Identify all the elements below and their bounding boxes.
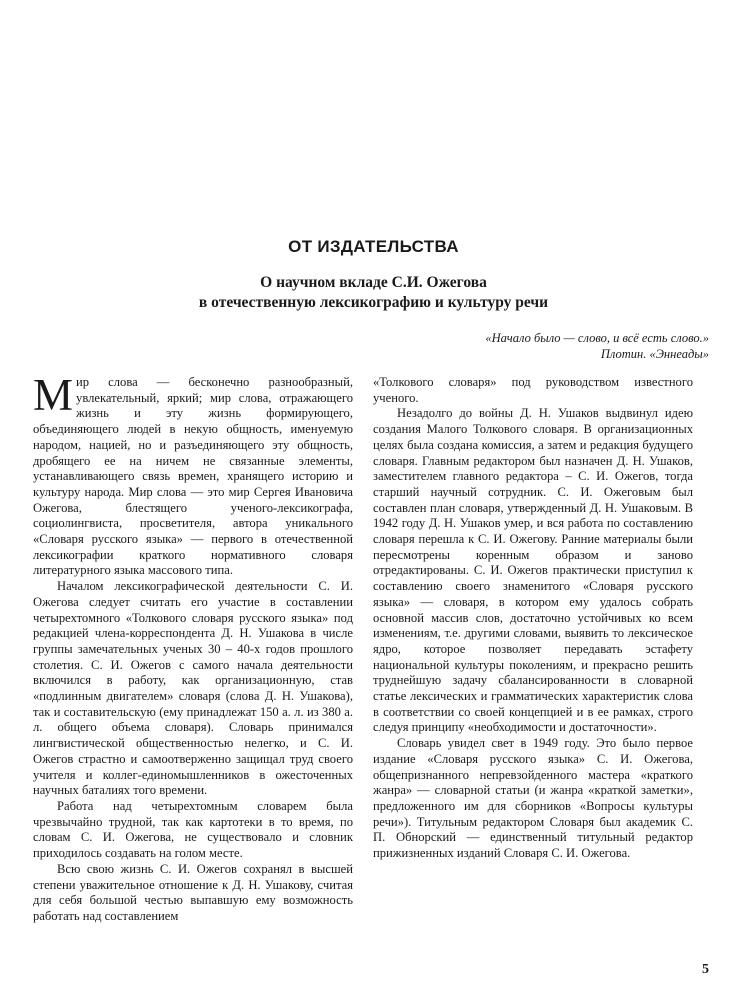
article-title xyxy=(0,273,747,313)
article-title-line-2: в отечественную лексикографию и культуру речи xyxy=(198,294,549,311)
paragraph: «Толкового словаря» под руководством известного ученого. xyxy=(373,375,693,405)
left-column xyxy=(33,370,353,925)
paragraph: Словарь увидел свет в 1949 году. Это было первое издание «Словаря русского языка» С. И. Ожегова, общепризнанного непревзойденного мастера «краткого жанра» — словарной статьи (и жанра «краткой заметки», предложенного им для сборников «Вопросы культуры речи»). Титульным редактором Словаря был академик С. П. Обнорский — единственный титульный редактор прижизненных изданий Словаря С. И. Ожегова. xyxy=(373,736,693,861)
epigraph-quote: «Начало было — слово, и всё есть слово.» xyxy=(485,331,709,345)
right-column xyxy=(373,375,693,862)
paragraph: Работа над четырехтомным словарем была чрезвычайно трудной, так как картотеки в то время, по словам С. И. Ожегова, не существовало и словник приходилось создавать на голом месте. xyxy=(33,798,353,861)
epigraph xyxy=(485,330,709,362)
paragraph-text: ир слова — бесконечно разнообразный, увлекательный, яркий; мир слова, отражающего жизнь и эту жизнь формирующего, объединяющего людей в некую общность, именуемую народом, нацией, но и разъединяющего эту общность, дробящего ее на ничем не связанные элементы, устанавливающего связь времен, хранящего историю и культуру народа. Мир слова — это мир Сергея Ивановича Ожегова, блестящего ученого-лексикографа, социолингвиста, просветителя, автора уникального «Словаря русского языка» — первого в отечественной лексикографии краткого нормативного словаря литературного языка массового типа. xyxy=(33,375,353,578)
epigraph-author: Плотин. «Эннеады» xyxy=(600,347,709,361)
drop-cap: М xyxy=(33,370,74,420)
article-title-line-1: О научном вкладе С.И. Ожегова xyxy=(260,274,487,291)
paragraph xyxy=(33,370,353,579)
paragraph: Незадолго до войны Д. Н. Ушаков выдвинул идею создания Малого Толкового словаря. В организационных целях была создана комиссия, а затем и редакция будущего словаря. Главным редактором был назначен Д. Н. Ушаков, заместителем главного редактора – С. И. Ожегов, тогда старший научный сотрудник. С. И. Ожеговым был составлен план словаря, утвержденный Д. Н. Ушаковым. В 1942 году Д. Н. Ушаков умер, и вся работа по составлению словаря перешла к С. И. Ожегову. Ранние материалы были пересмотрены коренным образом и заново отредактированы. С. И. Ожегов практически приступил к составлению своего знаменитого «Словаря русского языка» — словаря, в котором ему удалось собрать основной массив слов, достаточно устойчивых ко всем изменениям, т.е. другими словами, выявить то лексическое ядро, которое позволяет передавать эстафету национальной культуры поколениям, и прекрасно решить труднейшую задачу сбалансированности в словарной статье лексических и грамматических характеристик слова в соответствии со своей концепцией и в ее рамках, строго следуя принципу «необходимости и достаточности». xyxy=(373,406,693,735)
section-title: ОТ ИЗДАТЕЛЬСТВА xyxy=(288,237,459,256)
page-number: 5 xyxy=(702,962,709,977)
paragraph: Началом лексикографической деятельности С. И. Ожегова следует считать его участие в составлении четырехтомного «Толкового словаря русского языка» под редакцией члена-корреспондента Д. Н. Ушакова в числе группы замечательных ученых 30 – 40-х годов прошлого столетия. С. И. Ожегов с самого начала деятельности включился в работу, как организационную, став «подлинным двигателем» словаря (слова Д. Н. Ушакова), так и составительскую (ему принадлежат 150 а. л. из 380 а. л. общего объема словаря). Словарь принимался лингвистической общественностью нелегко, и С. И. Ожегов страстно и самоотверженно защищал труд своего учителя и коллег-единомышленников в ожесточенных научных баталиях того времени. xyxy=(33,579,353,798)
paragraph: Всю свою жизнь С. И. Ожегов сохранял в высшей степени уважительное отношение к Д. Н. Ушакову, считая для себя большой честью выпавшую ему возможность работать над составлением xyxy=(33,861,353,923)
